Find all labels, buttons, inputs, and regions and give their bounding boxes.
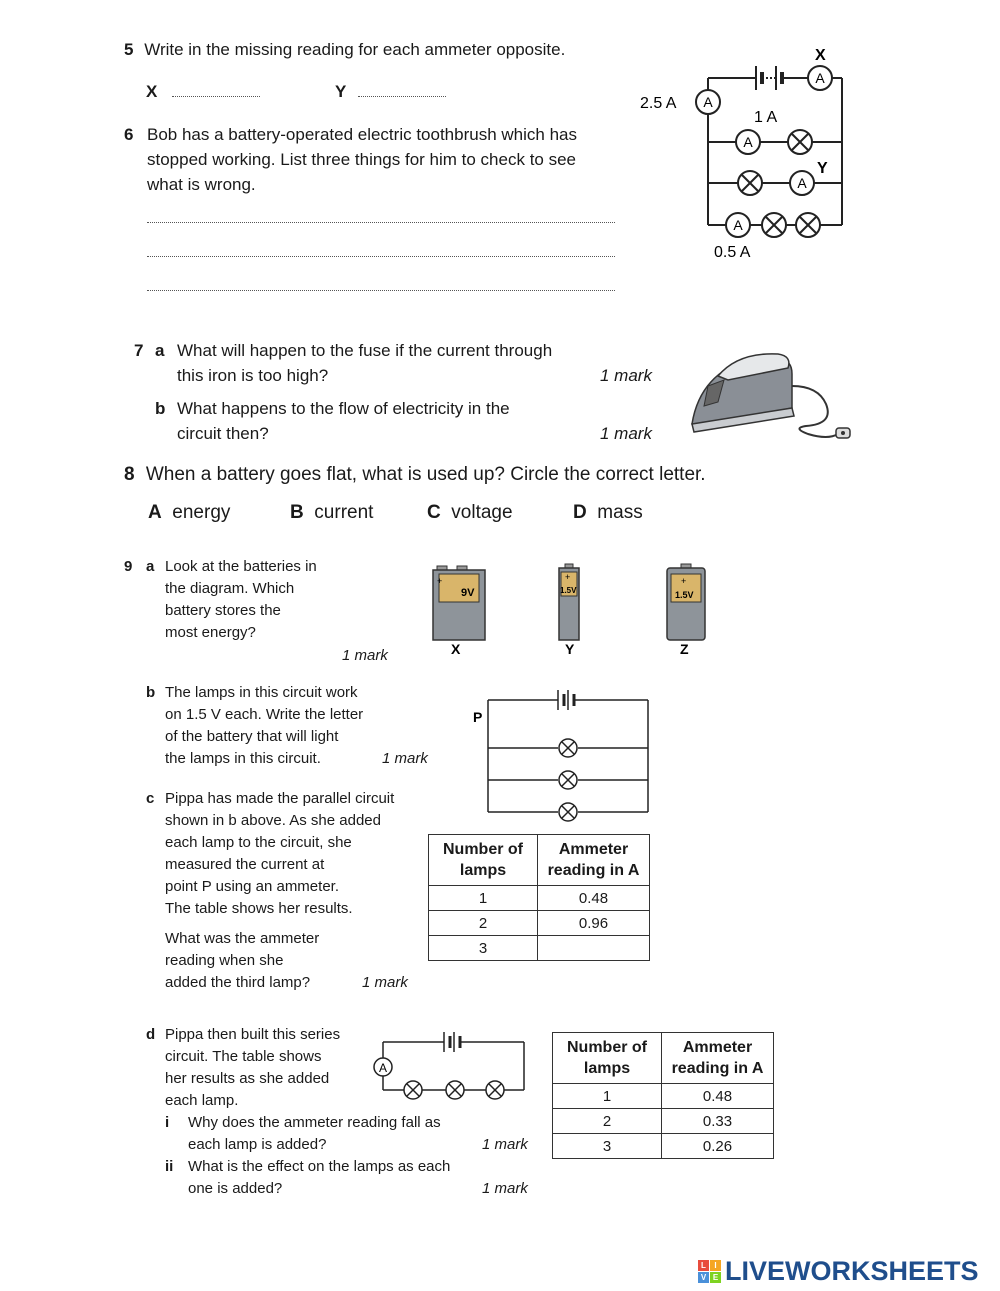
q9-b-point-p: P (473, 709, 483, 725)
q9-b-line: of the battery that will light (165, 728, 339, 745)
q8-option-a[interactable] (148, 500, 230, 526)
q9-d-line: Pippa then built this series (165, 1026, 341, 1043)
table-header: Number of lamps (429, 835, 538, 886)
table-row (553, 1109, 774, 1134)
q9-batteries (425, 560, 715, 660)
q9-b-lamp (559, 803, 577, 821)
logo-letter: V (698, 1272, 709, 1283)
logo-letter: E (710, 1272, 721, 1283)
q5-lamp (796, 213, 820, 237)
iron-illustration (688, 346, 860, 446)
q9-a-mark: 1 mark (342, 647, 388, 664)
q5-meter-label: A (815, 70, 825, 86)
q9-b-line: the lamps in this circuit. (165, 750, 321, 767)
q9-d-line: her results as she added (165, 1070, 330, 1087)
table-row (553, 1084, 774, 1109)
q9-d-text (165, 1024, 340, 1112)
q9-d-i-line: each lamp is added? (188, 1136, 327, 1153)
answer-cell[interactable] (538, 936, 650, 961)
q8-option-letter: C (427, 502, 441, 523)
battery-y (559, 564, 579, 640)
q9-b-lamp (559, 739, 577, 757)
q5-lamp (788, 130, 812, 154)
q8-option-text: voltage (451, 502, 513, 523)
q9-c-results-table (428, 834, 650, 961)
q9-b-lamp (559, 771, 577, 789)
q9-a-line: battery stores the (165, 602, 281, 619)
q6-text (147, 122, 577, 197)
q9-d-i-mark: 1 mark (482, 1136, 528, 1153)
q5-answer-y-line[interactable] (358, 96, 446, 97)
q9-d-i-line: Why does the ammeter reading fall as (188, 1114, 441, 1131)
q5-text: Write in the missing reading for each ammeter opposite. (144, 40, 566, 59)
battery-z-voltage: 1.5V (675, 590, 694, 600)
q5-meter-label: A (797, 175, 807, 191)
q5-circuit-label-x: X (815, 47, 826, 64)
q8-text: When a battery goes flat, what is used up? Circle the correct letter. (145, 464, 706, 485)
q8-option-letter: A (148, 502, 162, 523)
q9-d-i-text (188, 1112, 441, 1156)
q9-b-label: b (146, 684, 156, 701)
q7-a-line: this iron is too high? (177, 366, 329, 385)
q9-parallel-circuit (468, 682, 658, 827)
q5-circuit-diagram (630, 40, 870, 270)
q6-answer-line-1[interactable] (147, 222, 615, 223)
q8-prompt (124, 462, 706, 488)
liveworksheets-logo (698, 1256, 979, 1286)
table-cell: 0.48 (662, 1084, 774, 1109)
table-cell: 0.26 (662, 1134, 774, 1159)
q5-number: 5 (124, 40, 134, 59)
q9-a-line: the diagram. Which (165, 580, 295, 597)
q5-circuit-label-y: Y (817, 160, 828, 177)
q9-d-ii-mark: 1 mark (482, 1180, 528, 1197)
q9-d-lamp (404, 1081, 422, 1099)
battery-z (667, 564, 705, 640)
q5-meter-label: A (703, 94, 713, 110)
svg-text:+: + (565, 572, 571, 582)
battery-x-voltage: 9V (461, 587, 475, 599)
table-cell: 2 (553, 1109, 662, 1134)
q7-b-line: circuit then? (177, 424, 269, 443)
q9-d-ii-line: What is the effect on the lamps as each (188, 1158, 451, 1175)
svg-text:+: + (681, 576, 687, 586)
q9-c-mark: 1 mark (362, 974, 408, 991)
q5-meter-label: A (733, 217, 743, 233)
table-cell: 3 (429, 936, 538, 961)
battery-y-voltage: 1.5V (560, 586, 577, 595)
q7-a-line: What will happen to the fuse if the current through (177, 341, 553, 360)
table-row (429, 911, 650, 936)
battery-z-label: Z (680, 641, 689, 657)
q7-b-text (177, 396, 510, 446)
q6-answer-line-2[interactable] (147, 256, 615, 257)
q8-option-d[interactable] (573, 500, 643, 526)
q7-b-line: What happens to the flow of electricity in the (177, 399, 510, 418)
q8-number: 8 (124, 464, 135, 485)
q5-answer-x-line[interactable] (172, 96, 260, 97)
q5-lamp (762, 213, 786, 237)
q9-series-circuit (368, 1024, 534, 1110)
q9-d-ii-line: one is added? (188, 1180, 283, 1197)
q7-number: 7 (134, 341, 144, 360)
q7-b-label: b (155, 399, 166, 418)
logo-text: LIVEWORKSHEETS (725, 1255, 979, 1286)
q5-meter-label: A (743, 134, 753, 150)
q8-option-b[interactable] (290, 500, 373, 526)
table-header: Ammeter reading in A (538, 835, 650, 886)
q9-c-line: each lamp to the circuit, she (165, 834, 352, 851)
q9-c-question-line: added the third lamp? (165, 974, 311, 991)
q8-option-letter: D (573, 502, 587, 523)
table-cell: 0.96 (538, 911, 650, 936)
q5-prompt (124, 37, 565, 62)
q9-a-text (165, 556, 317, 644)
table-cell: 2 (429, 911, 538, 936)
q9-d-meter-label: A (378, 1061, 388, 1075)
q9-c-line: Pippa has made the parallel circuit (165, 790, 395, 807)
battery-x-label: X (451, 641, 461, 657)
q9-c-line: measured the current at (165, 856, 325, 873)
q5-answer-y-label: Y (335, 82, 347, 101)
q8-option-text: mass (597, 502, 643, 523)
svg-text:+: + (437, 576, 443, 586)
logo-icon (698, 1260, 721, 1283)
logo-letter: I (710, 1260, 721, 1271)
q9-d-results-table (552, 1032, 774, 1159)
q5-answer-x-label: X (146, 82, 158, 101)
q9-c-question-line: reading when she (165, 952, 284, 969)
q5-lamp (738, 171, 762, 195)
q6-number: 6 (124, 125, 134, 144)
q9-d-lamp (486, 1081, 504, 1099)
q9-c-line: The table shows her results. (165, 900, 353, 917)
q7-a-mark: 1 mark (600, 366, 652, 385)
q6-line: stopped working. List three things for him to check to see (147, 150, 577, 169)
q7-a-text (177, 338, 552, 388)
table-cell: 0.48 (538, 886, 650, 911)
table-header-row (429, 835, 650, 886)
table-header: Ammeter reading in A (662, 1033, 774, 1084)
q7-b-mark: 1 mark (600, 424, 652, 443)
q5-reading-total: 2.5 A (640, 95, 677, 112)
q5-reading-branch1: 1 A (754, 109, 778, 126)
q8-option-text: current (314, 502, 374, 523)
q9-c-text (165, 788, 394, 920)
q8-option-c[interactable] (427, 500, 513, 526)
table-row (553, 1134, 774, 1159)
logo-letter: L (698, 1260, 709, 1271)
battery-y-label: Y (565, 641, 575, 657)
q9-d-line: each lamp. (165, 1092, 239, 1109)
q8-option-letter: B (290, 502, 304, 523)
q9-d-label: d (146, 1026, 156, 1043)
q6-line: Bob has a battery-operated electric toothbrush which has (147, 125, 577, 144)
q9-c-question (165, 928, 319, 994)
q8-option-text: energy (172, 502, 231, 523)
table-cell: 1 (429, 886, 538, 911)
q9-number: 9 (124, 558, 133, 575)
q9-c-line: shown in b above. As she added (165, 812, 381, 829)
q9-c-line: point P using an ammeter. (165, 878, 339, 895)
table-cell: 1 (553, 1084, 662, 1109)
q6-answer-line-3[interactable] (147, 290, 615, 291)
table-row (429, 936, 650, 961)
q9-d-i-label: i (165, 1114, 170, 1131)
q7-a-label: a (155, 341, 165, 360)
q9-d-ii-text (188, 1156, 450, 1200)
battery-x (433, 566, 485, 640)
q5-reading-branch3: 0.5 A (714, 244, 751, 261)
q9-c-question-line: What was the ammeter (165, 930, 320, 947)
q9-b-mark: 1 mark (382, 750, 428, 767)
q9-b-text (165, 682, 363, 770)
table-header-row (553, 1033, 774, 1084)
q9-b-line: on 1.5 V each. Write the letter (165, 706, 364, 723)
q9-b-line: The lamps in this circuit work (165, 684, 358, 701)
q9-d-lamp (446, 1081, 464, 1099)
q6-line: what is wrong. (147, 175, 256, 194)
table-cell: 0.33 (662, 1109, 774, 1134)
table-row (429, 886, 650, 911)
table-cell: 3 (553, 1134, 662, 1159)
q9-d-line: circuit. The table shows (165, 1048, 322, 1065)
table-header: Number of lamps (553, 1033, 662, 1084)
q9-a-label: a (146, 558, 155, 575)
q9-d-ii-label: ii (165, 1158, 174, 1175)
q9-a-line: most energy? (165, 624, 256, 641)
q9-a-line: Look at the batteries in (165, 558, 317, 575)
q9-c-label: c (146, 790, 155, 807)
